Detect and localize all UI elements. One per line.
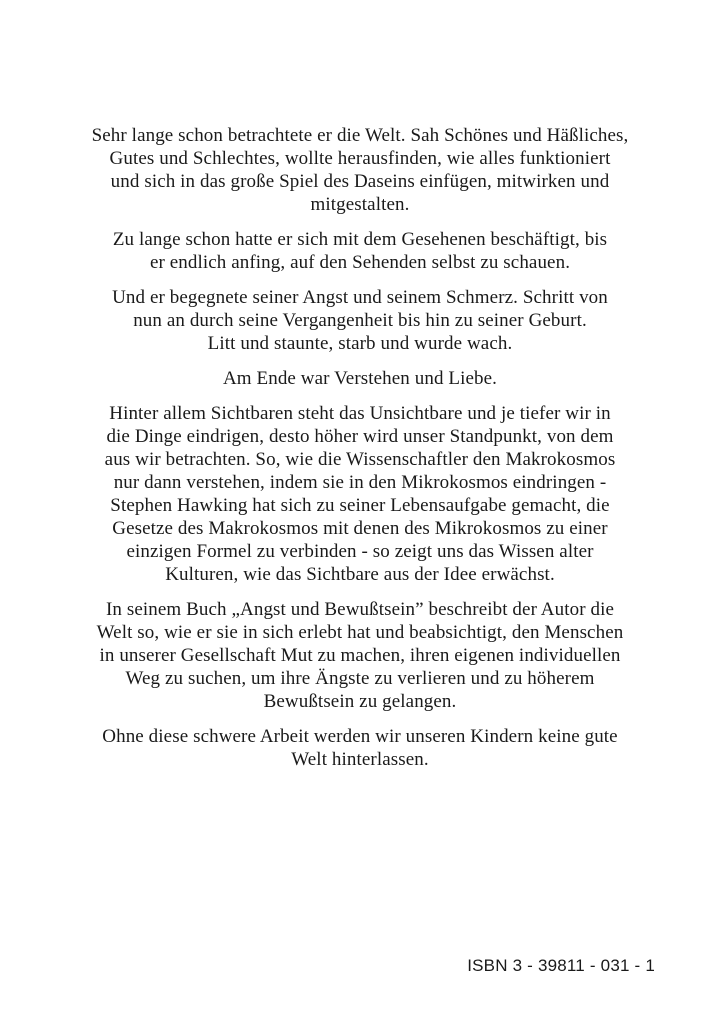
isbn-number: ISBN 3 - 39811 - 031 - 1: [467, 956, 655, 975]
text-line: Stephen Hawking hat sich zu seiner Lebensaufgabe gemacht, die: [110, 495, 610, 516]
text-line: Litt und staunte, starb und wurde wach.: [207, 333, 513, 354]
text-line: Weg zu suchen, um ihre Ängste zu verlieren und zu höherem: [125, 668, 595, 689]
text-line: die Dinge eindrigen, desto höher wird unser Standpunkt, von dem: [106, 426, 614, 447]
text-line: in unserer Gesellschaft Mut zu machen, ihren eigenen individuellen: [99, 645, 621, 666]
paragraph-4: [64, 367, 656, 390]
paragraph-2: [64, 228, 656, 274]
text-line: aus wir betrachten. So, wie die Wissenschaftler den Makrokosmos: [104, 449, 616, 470]
text-line: mitgestalten.: [310, 194, 410, 215]
paragraph-3: [64, 286, 656, 355]
paragraph-7: [64, 725, 656, 771]
paragraph-5: [64, 402, 656, 586]
text-line: nur dann verstehen, indem sie in den Mikrokosmos eindringen -: [113, 472, 607, 493]
text-line: er endlich anfing, auf den Sehenden selbst zu schauen.: [149, 252, 571, 273]
text-line: und sich in das große Spiel des Daseins einfügen, mitwirken und: [110, 171, 610, 192]
text-line: Gesetze des Makrokosmos mit denen des Mikrokosmos zu einer: [112, 518, 608, 539]
text-line: Ohne diese schwere Arbeit werden wir unseren Kindern keine gute: [102, 726, 618, 747]
text-line: Welt so, wie er sie in sich erlebt hat und beabsichtigt, den Menschen: [96, 622, 624, 643]
text-line: Und er begegnete seiner Angst und seinem Schmerz. Schritt von: [112, 287, 608, 308]
paragraph-1: [64, 124, 656, 216]
text-line: Hinter allem Sichtbaren steht das Unsichtbare und je tiefer wir in: [109, 403, 611, 424]
text-line: Gutes und Schlechtes, wollte herausfinden, wie alles funktioniert: [109, 148, 611, 169]
text-line: In seinem Buch „Angst und Bewußtsein” beschreibt der Autor die: [105, 599, 614, 620]
text-line: Kulturen, wie das Sichtbare aus der Idee erwächst.: [165, 564, 555, 585]
text-line: Am Ende war Verstehen und Liebe.: [222, 368, 498, 389]
text-line: Zu lange schon hatte er sich mit dem Gesehenen beschäftigt, bis: [112, 229, 608, 250]
paragraph-6: [64, 598, 656, 713]
text-line: nun an durch seine Vergangenheit bis hin zu seiner Geburt.: [133, 310, 587, 331]
text-line: Bewußtsein zu gelangen.: [263, 691, 457, 712]
text-line: Welt hinterlassen.: [291, 749, 429, 770]
blurb-text: [64, 124, 656, 783]
text-line: Sehr lange schon betrachtete er die Welt. Sah Schönes und Häßliches,: [91, 125, 629, 146]
text-line: einzigen Formel zu verbinden - so zeigt uns das Wissen alter: [126, 541, 594, 562]
